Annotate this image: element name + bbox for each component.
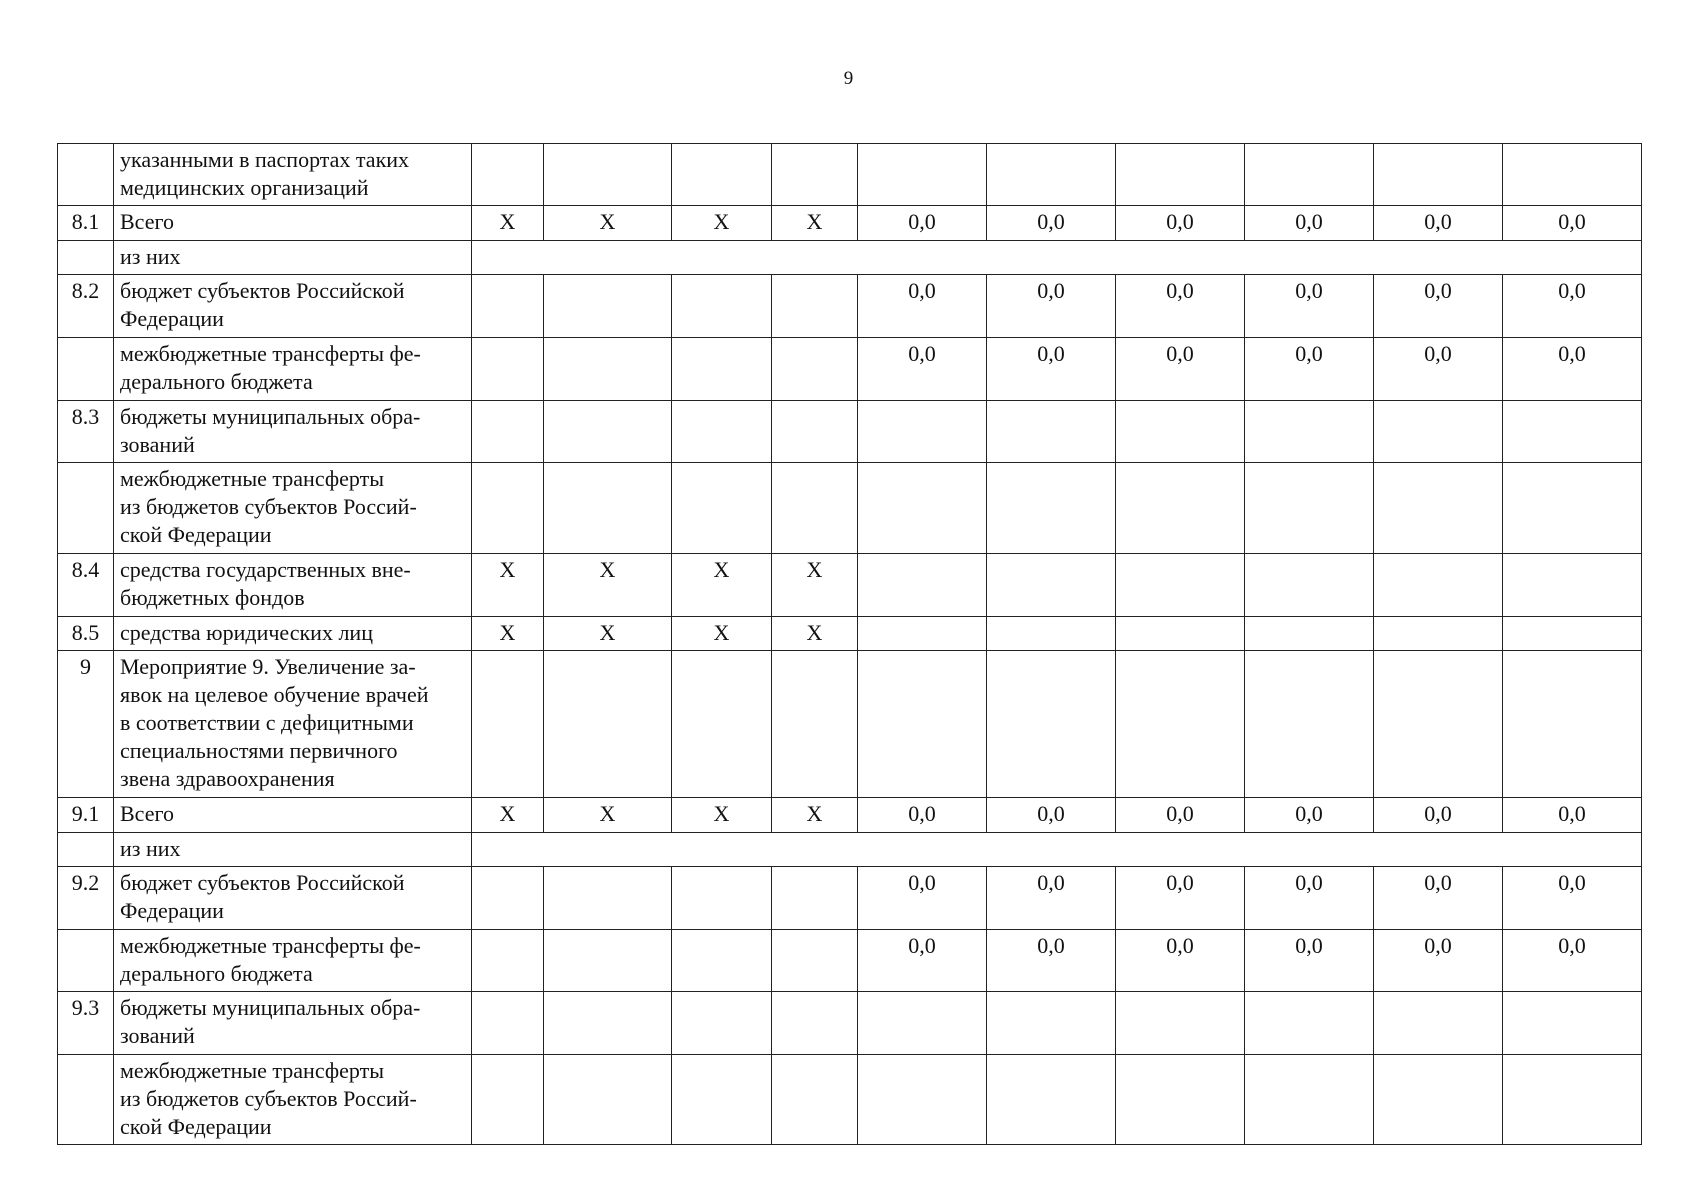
value-cell — [858, 144, 987, 206]
mark-cell — [672, 992, 772, 1055]
mark-cell — [544, 867, 672, 930]
mark-cell — [544, 144, 672, 206]
value-cell — [1245, 992, 1374, 1055]
row-number-cell — [58, 144, 114, 206]
value-cell — [1503, 1055, 1642, 1145]
value-cell — [987, 651, 1116, 798]
row-number-cell: 8.3 — [58, 401, 114, 463]
value-cell — [1374, 463, 1503, 554]
value-cell: 0,0 — [1503, 867, 1642, 930]
value-cell — [1374, 144, 1503, 206]
row-name-cell — [114, 206, 472, 241]
mark-cell — [544, 651, 672, 798]
value-cell — [1503, 554, 1642, 617]
row-number-cell — [58, 833, 114, 867]
value-cell — [858, 463, 987, 554]
mark-cell — [772, 275, 858, 338]
mark-cell — [472, 651, 544, 798]
value-cell: 0,0 — [1245, 798, 1374, 833]
mark-cell — [772, 144, 858, 206]
value-cell — [1245, 144, 1374, 206]
value-cell: 0,0 — [987, 798, 1116, 833]
row-name-line: средства юридических лиц — [120, 620, 373, 645]
value-cell — [1374, 1055, 1503, 1145]
mark-cell — [672, 144, 772, 206]
value-cell — [1245, 463, 1374, 554]
mark-cell — [672, 867, 772, 930]
row-name-line: дерального бюджета — [120, 961, 313, 986]
row-name-line: Федерации — [120, 306, 224, 331]
mark-cell — [472, 463, 544, 554]
mark-cell — [772, 930, 858, 992]
row-name-line: из них — [120, 244, 181, 269]
row-name-cell — [114, 992, 472, 1055]
row-name-cell — [114, 930, 472, 992]
row-name-cell — [114, 833, 472, 867]
value-cell: 0,0 — [1116, 206, 1245, 241]
mark-cell — [772, 401, 858, 463]
value-cell — [1116, 463, 1245, 554]
value-cell: 0,0 — [1374, 798, 1503, 833]
mark-cell: X — [772, 554, 858, 617]
mark-cell: X — [544, 798, 672, 833]
value-cell — [1503, 401, 1642, 463]
row-name-line: бюджетных фондов — [120, 585, 305, 610]
value-cell: 0,0 — [1503, 275, 1642, 338]
row-number-cell: 9.2 — [58, 867, 114, 930]
row-name-line: Мероприятие 9. Увеличение за- — [120, 654, 416, 679]
value-cell: 0,0 — [1374, 275, 1503, 338]
row-name-line: Федерации — [120, 898, 224, 923]
row-name-line: средства государственных вне- — [120, 557, 411, 582]
mark-cell: X — [544, 617, 672, 651]
row-name-cell — [114, 401, 472, 463]
value-cell: 0,0 — [858, 275, 987, 338]
value-cell — [987, 463, 1116, 554]
value-cell — [858, 617, 987, 651]
row-name-line: из бюджетов субъектов Россий- — [120, 494, 417, 519]
row-number-cell — [58, 338, 114, 401]
row-name-line: межбюджетные трансферты фе- — [120, 341, 421, 366]
row-number-cell: 9.3 — [58, 992, 114, 1055]
row-number-cell: 9 — [58, 651, 114, 798]
mark-cell — [672, 1055, 772, 1145]
mark-cell — [672, 275, 772, 338]
row-name-cell — [114, 1055, 472, 1145]
row-name-line: бюджеты муниципальных обра- — [120, 995, 421, 1020]
mark-cell — [544, 1055, 672, 1145]
row-name-line: межбюджетные трансферты — [120, 1058, 384, 1083]
table-row — [58, 617, 1642, 651]
mark-cell: X — [472, 798, 544, 833]
value-cell: 0,0 — [1116, 798, 1245, 833]
mark-cell: X — [772, 206, 858, 241]
row-name-line: медицинских организаций — [120, 175, 369, 200]
table-row — [58, 241, 1642, 275]
row-number-cell — [58, 241, 114, 275]
value-cell: 0,0 — [1245, 206, 1374, 241]
value-cell: 0,0 — [1245, 930, 1374, 992]
value-cell — [1245, 1055, 1374, 1145]
row-number-cell — [58, 930, 114, 992]
mark-cell — [472, 401, 544, 463]
value-cell — [987, 617, 1116, 651]
row-name-cell — [114, 241, 472, 275]
row-name-cell — [114, 617, 472, 651]
value-cell: 0,0 — [987, 930, 1116, 992]
value-cell — [1374, 401, 1503, 463]
value-cell — [1503, 617, 1642, 651]
mark-cell: X — [672, 798, 772, 833]
mark-cell — [772, 867, 858, 930]
row-name-line: из них — [120, 836, 181, 861]
mark-cell: X — [472, 617, 544, 651]
value-cell: 0,0 — [1116, 338, 1245, 401]
mark-cell — [472, 1055, 544, 1145]
table-row — [58, 275, 1642, 338]
value-cell: 0,0 — [1374, 206, 1503, 241]
value-cell: 0,0 — [1374, 867, 1503, 930]
value-cell — [1503, 144, 1642, 206]
row-number-cell: 8.2 — [58, 275, 114, 338]
mark-cell: X — [772, 617, 858, 651]
value-cell — [1245, 651, 1374, 798]
value-cell: 0,0 — [1116, 930, 1245, 992]
value-cell — [987, 554, 1116, 617]
value-cell — [1116, 651, 1245, 798]
value-cell: 0,0 — [1245, 275, 1374, 338]
table-row — [58, 930, 1642, 992]
table-row — [58, 206, 1642, 241]
row-name-line: в соответствии с дефицитными — [120, 710, 414, 735]
value-cell — [987, 992, 1116, 1055]
value-cell: 0,0 — [1503, 206, 1642, 241]
mark-cell — [472, 275, 544, 338]
row-number-cell — [58, 463, 114, 554]
row-name-cell — [114, 338, 472, 401]
row-name-cell — [114, 867, 472, 930]
value-cell — [858, 651, 987, 798]
value-cell — [1245, 554, 1374, 617]
merged-empty-cell — [472, 241, 1642, 275]
row-name-line: указанными в паспортах таких — [120, 147, 410, 172]
value-cell — [1116, 401, 1245, 463]
mark-cell — [672, 401, 772, 463]
value-cell: 0,0 — [987, 867, 1116, 930]
table-row — [58, 554, 1642, 617]
mark-cell — [772, 651, 858, 798]
mark-cell — [472, 992, 544, 1055]
mark-cell — [672, 930, 772, 992]
value-cell: 0,0 — [1116, 867, 1245, 930]
mark-cell — [472, 144, 544, 206]
value-cell: 0,0 — [858, 798, 987, 833]
mark-cell — [672, 651, 772, 798]
row-name-line: из бюджетов субъектов Россий- — [120, 1086, 417, 1111]
value-cell: 0,0 — [858, 867, 987, 930]
value-cell: 0,0 — [1503, 798, 1642, 833]
mark-cell — [544, 275, 672, 338]
value-cell: 0,0 — [987, 338, 1116, 401]
mark-cell: X — [472, 554, 544, 617]
mark-cell: X — [672, 206, 772, 241]
value-cell — [1374, 554, 1503, 617]
table-row — [58, 463, 1642, 554]
value-cell — [1245, 401, 1374, 463]
value-cell — [1503, 651, 1642, 798]
table-row — [58, 992, 1642, 1055]
row-name-cell — [114, 144, 472, 206]
value-cell: 0,0 — [858, 338, 987, 401]
mark-cell: X — [472, 206, 544, 241]
mark-cell — [544, 338, 672, 401]
row-name-line: Всего — [120, 209, 174, 234]
row-name-cell — [114, 463, 472, 554]
row-name-line: ской Федерации — [120, 522, 272, 547]
row-name-line: бюджет субъектов Российской — [120, 870, 405, 895]
table-row — [58, 867, 1642, 930]
mark-cell — [772, 338, 858, 401]
value-cell — [1374, 992, 1503, 1055]
value-cell — [858, 992, 987, 1055]
row-name-cell — [114, 798, 472, 833]
table-row — [58, 401, 1642, 463]
value-cell — [1116, 1055, 1245, 1145]
row-name-line: зований — [120, 1023, 195, 1048]
row-name-line: явок на целевое обучение врачей — [120, 682, 429, 707]
mark-cell: X — [544, 554, 672, 617]
value-cell — [1116, 144, 1245, 206]
mark-cell — [472, 867, 544, 930]
row-name-cell — [114, 275, 472, 338]
value-cell — [1503, 992, 1642, 1055]
table-body — [58, 144, 1642, 1145]
value-cell: 0,0 — [1374, 338, 1503, 401]
row-name-line: дерального бюджета — [120, 369, 313, 394]
row-number-cell: 8.1 — [58, 206, 114, 241]
row-name-line: межбюджетные трансферты фе- — [120, 933, 421, 958]
row-number-cell: 8.5 — [58, 617, 114, 651]
value-cell — [1116, 992, 1245, 1055]
row-name-line: звена здравоохранения — [120, 766, 335, 791]
value-cell — [987, 401, 1116, 463]
value-cell: 0,0 — [1374, 930, 1503, 992]
value-cell: 0,0 — [1245, 338, 1374, 401]
row-name-line: Всего — [120, 801, 174, 826]
value-cell — [1374, 651, 1503, 798]
page-number: 9 — [843, 68, 854, 89]
value-cell: 0,0 — [987, 275, 1116, 338]
mark-cell — [544, 992, 672, 1055]
table-row — [58, 338, 1642, 401]
row-number-cell: 9.1 — [58, 798, 114, 833]
value-cell: 0,0 — [1503, 338, 1642, 401]
mark-cell — [472, 338, 544, 401]
row-name-line: бюджет субъектов Российской — [120, 278, 405, 303]
table-row — [58, 1055, 1642, 1145]
mark-cell: X — [772, 798, 858, 833]
budget-table — [57, 143, 1642, 1145]
mark-cell — [472, 930, 544, 992]
mark-cell — [544, 401, 672, 463]
merged-empty-cell — [472, 833, 1642, 867]
mark-cell: X — [544, 206, 672, 241]
row-name-line: бюджеты муниципальных обра- — [120, 404, 421, 429]
row-name-line: межбюджетные трансферты — [120, 466, 384, 491]
row-number-cell: 8.4 — [58, 554, 114, 617]
table-row — [58, 798, 1642, 833]
table-row — [58, 144, 1642, 206]
table-row — [58, 833, 1642, 867]
value-cell: 0,0 — [858, 206, 987, 241]
mark-cell — [544, 463, 672, 554]
value-cell — [858, 1055, 987, 1145]
row-name-cell — [114, 554, 472, 617]
mark-cell — [672, 338, 772, 401]
mark-cell — [544, 930, 672, 992]
value-cell: 0,0 — [987, 206, 1116, 241]
mark-cell — [672, 463, 772, 554]
value-cell — [987, 1055, 1116, 1145]
row-name-line: ской Федерации — [120, 1114, 272, 1139]
mark-cell — [772, 992, 858, 1055]
value-cell — [858, 554, 987, 617]
value-cell — [1503, 463, 1642, 554]
mark-cell: X — [672, 554, 772, 617]
table-row — [58, 651, 1642, 798]
value-cell: 0,0 — [1245, 867, 1374, 930]
mark-cell — [772, 1055, 858, 1145]
mark-cell — [772, 463, 858, 554]
value-cell — [858, 401, 987, 463]
value-cell — [1245, 617, 1374, 651]
value-cell: 0,0 — [858, 930, 987, 992]
value-cell: 0,0 — [1116, 275, 1245, 338]
value-cell — [987, 144, 1116, 206]
mark-cell: X — [672, 617, 772, 651]
value-cell — [1116, 554, 1245, 617]
row-name-cell — [114, 651, 472, 798]
value-cell — [1116, 617, 1245, 651]
value-cell: 0,0 — [1503, 930, 1642, 992]
value-cell — [1374, 617, 1503, 651]
row-name-line: специальностями первичного — [120, 738, 398, 763]
row-number-cell — [58, 1055, 114, 1145]
row-name-line: зований — [120, 432, 195, 457]
